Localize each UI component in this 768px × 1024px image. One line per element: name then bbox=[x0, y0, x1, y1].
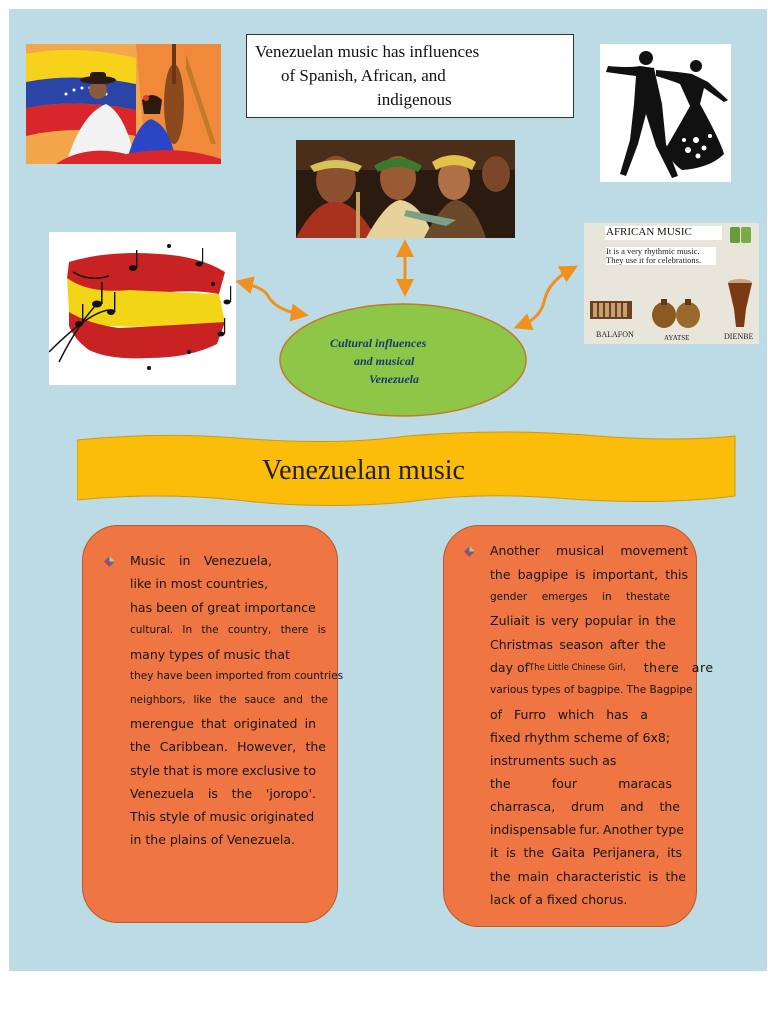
left-line-9: the Caribbean. However, the bbox=[130, 739, 326, 754]
right-line-10: instruments such as bbox=[490, 753, 617, 768]
african-desc-line-2: They use it for celebrations. bbox=[606, 255, 702, 265]
instrument-label-dienbe: DIENBE bbox=[724, 332, 754, 341]
african-desc-line-1: It is a very rhythmic music. bbox=[606, 246, 700, 256]
right-line-1: Another musical movement bbox=[490, 543, 688, 558]
center-line-3: Venezuela bbox=[369, 372, 420, 386]
right-line-5: Christmas season after the bbox=[490, 637, 666, 652]
right-line-11: the four maracas bbox=[490, 776, 672, 791]
arrow-right bbox=[522, 270, 570, 325]
left-line-3: has been of great importance bbox=[130, 600, 316, 615]
bullet-icon bbox=[464, 546, 475, 560]
right-line-7: various types of bagpipe. The Bagpipe bbox=[490, 684, 693, 696]
left-line-12: This style of music originated bbox=[130, 809, 315, 824]
left-line-1: Music in Venezuela, bbox=[130, 553, 272, 568]
banner-title: Venezuelan music bbox=[262, 455, 465, 486]
right-line-2: the bagpipe is important, this bbox=[490, 567, 688, 582]
left-line-7: neighbors, like the sauce and the bbox=[130, 694, 328, 706]
right-line-6-small: The Little Chinese Girl, bbox=[529, 663, 626, 673]
right-text-card bbox=[443, 525, 697, 927]
left-line-13: in the plains of Venezuela. bbox=[130, 832, 295, 847]
center-line-1: Cultural influences bbox=[330, 336, 427, 350]
center-ellipse-text bbox=[278, 334, 488, 388]
left-line-6: they have been imported from countries bbox=[130, 670, 344, 682]
instrument-label-ayatse: AYATSE bbox=[664, 334, 690, 342]
title-line-3: indigenous bbox=[377, 90, 452, 109]
left-line-8: merengue that originated in bbox=[130, 716, 316, 731]
right-line-3: gender emerges in thestate bbox=[490, 591, 670, 603]
right-line-4: Zuliait is very popular in the bbox=[490, 613, 676, 628]
right-line-12: charrasca, drum and the bbox=[490, 799, 680, 814]
left-line-10: style that is more exclusive to bbox=[130, 763, 316, 778]
right-line-16: lack of a fixed chorus. bbox=[490, 892, 628, 907]
left-line-5: many types of music that bbox=[130, 647, 290, 662]
right-line-9: fixed rhythm scheme of 6x8; bbox=[490, 730, 671, 745]
right-line-15: the main characteristic is the bbox=[490, 869, 686, 884]
instrument-label-balafon: BALAFON bbox=[596, 330, 634, 339]
right-line-6 bbox=[490, 660, 714, 675]
center-line-2: and musical bbox=[354, 354, 415, 368]
right-line-6-tail: there are bbox=[643, 660, 714, 675]
left-line-11: Venezuela is the 'joropo'. bbox=[130, 786, 316, 801]
african-music-title: AFRICAN MUSIC bbox=[605, 226, 722, 240]
right-line-13: indispensable fur. Another type bbox=[490, 822, 684, 837]
bullet-icon bbox=[104, 556, 115, 570]
right-line-6-start: day of bbox=[490, 660, 530, 675]
right-line-14: it is the Gaita Perijanera, its bbox=[490, 845, 682, 860]
right-line-8: of Furro which has a bbox=[490, 707, 648, 722]
title-line-1: Venezuelan music has influences bbox=[255, 42, 480, 61]
left-line-4: cultural. In the country, there is bbox=[130, 624, 326, 636]
left-line-2: like in most countries, bbox=[130, 576, 269, 591]
title-line-2: of Spanish, African, and bbox=[281, 66, 446, 85]
